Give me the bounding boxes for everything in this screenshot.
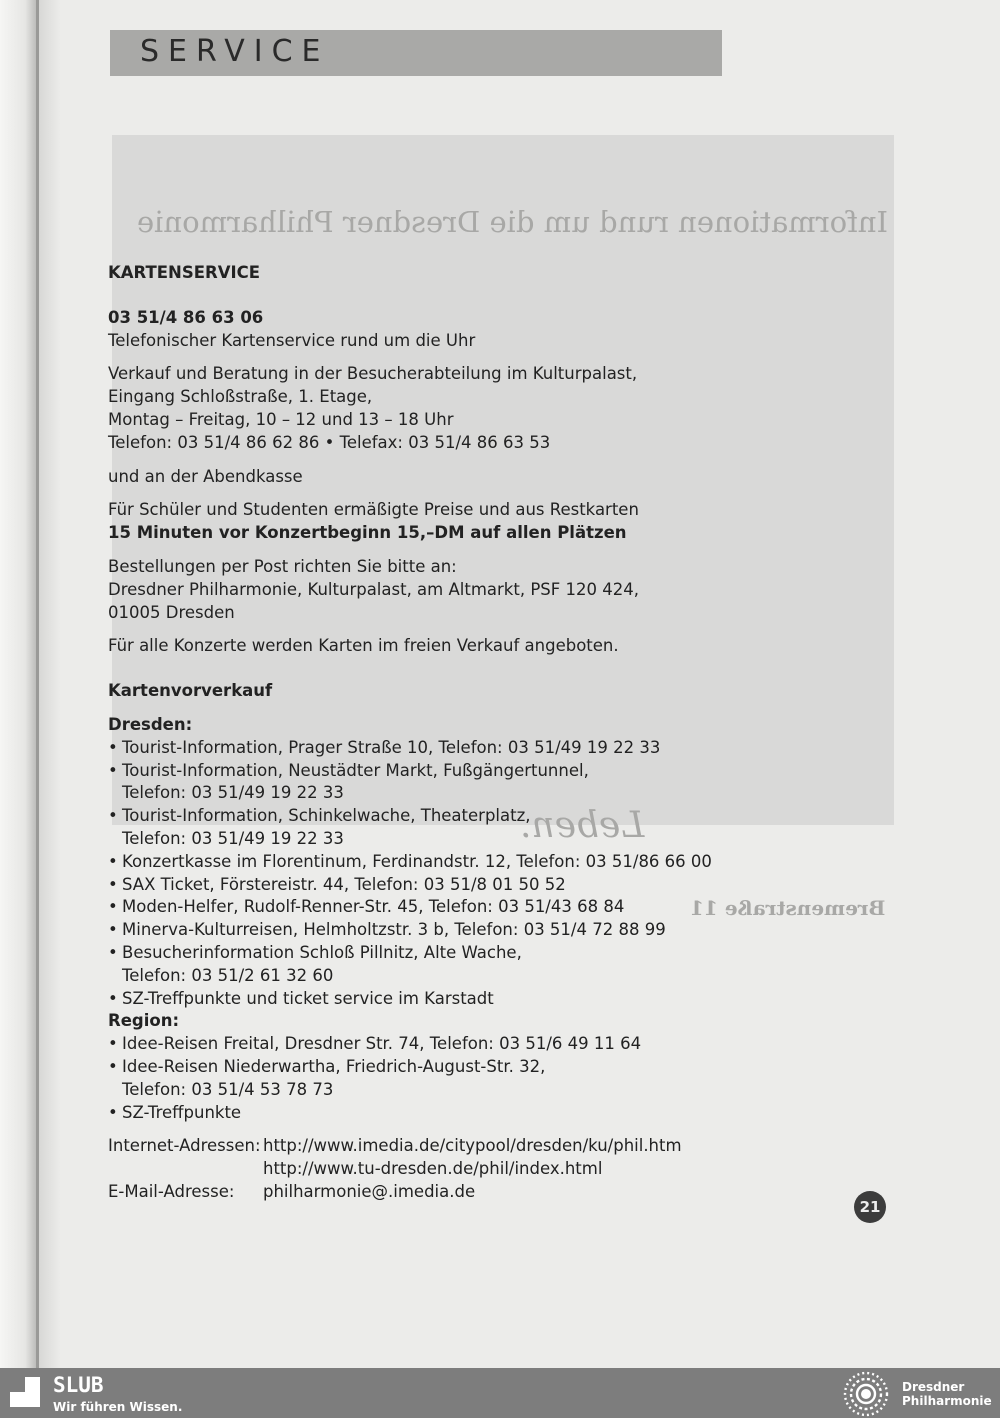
list-item: • SZ-Treffpunkte und ticket service im Karstadt [108,988,888,1011]
post-line: Dresdner Philharmonie, Kulturpalast, am Altmarkt, PSF 120 424, [108,579,639,599]
list-item: • Tourist-Information, Schinkelwache, Theaterplatz, Telefon: 03 51/49 19 22 33 [108,805,562,851]
list-item: • Tourist-Information, Prager Straße 10, Telefon: 03 51/49 19 22 33 [108,737,888,760]
list-item: • Idee-Reisen Niederwartha, Friedrich-August-Str. 32, Telefon: 03 51/4 53 78 73 [108,1056,592,1102]
free-sale-note: Für alle Konzerte werden Karten im freien Verkauf angeboten. [108,636,619,656]
internet-link-2[interactable]: http://www.tu-dresden.de/phil/index.html [263,1159,603,1179]
show-through-script: Leben. [520,805,645,846]
list-item: • SZ-Treffpunkte [108,1102,888,1125]
dresden-label: Dresden: [108,714,193,734]
list-item: • Besucherinformation Schloß Pillnitz, Alte Wache, Telefon: 03 51/2 61 32 60 [108,942,572,988]
sales-line: Telefon: 03 51/4 86 62 86 • Telefax: 03 51/4 86 63 53 [108,432,551,452]
kartenservice-phone-desc: Telefonischer Kartenservice rund um die Uhr [108,330,476,350]
list-item: • Minerva-Kulturreisen, Helmholtzstr. 3 b, Telefon: 03 51/4 72 88 99 [108,919,888,942]
philharmonie-logo-icon [842,1371,890,1417]
email-label: E-Mail-Adresse: [108,1181,235,1201]
list-item: • Konzertkasse im Florentinum, Ferdinandstr. 12, Telefon: 03 51/86 66 00 [108,851,888,874]
student-discount-bold: 15 Minuten vor Konzertbeginn 15,–DM auf allen Plätzen [108,523,627,543]
show-through-heading: Informationen rund um die Dresdner Philharmonie [137,205,888,239]
list-item: • Idee-Reisen Freital, Dresdner Str. 74, Telefon: 03 51/6 49 11 64 [108,1033,888,1056]
slub-logo-icon [10,1377,40,1407]
internet-label: Internet-Adressen: [108,1136,261,1156]
section-title: SERVICE [140,34,330,69]
sales-line: Eingang Schloßstraße, 1. Etage, [108,387,373,407]
main-content [108,262,888,1204]
slub-tagline: Wir führen Wissen. [53,1400,183,1414]
dresden-list [108,737,888,1011]
post-line: Bestellungen per Post richten Sie bitte an: [108,556,457,576]
contact-block [108,1135,888,1203]
sales-line: Montag – Freitag, 10 – 12 und 13 – 18 Uhr [108,409,454,429]
wordmark-line-2: Philharmonie [902,1394,992,1408]
page-fold-left [0,0,36,1368]
page-gutter [39,0,61,1368]
student-discount: Für Schüler und Studenten ermäßigte Preise und aus Restkarten [108,500,639,520]
kartenservice-heading: KARTENSERVICE [108,263,261,282]
email-link[interactable]: philharmonie@.imedia.de [263,1181,476,1201]
show-through-address: Bremenstraße 11 [690,896,886,920]
region-list [108,1033,888,1124]
sales-line: Verkauf und Beratung in der Besucherabteilung im Kulturpalast, [108,364,638,384]
list-item: • Moden-Helfer, Rudolf-Renner-Str. 45, Telefon: 03 51/43 68 84 [108,896,888,919]
list-item: • SAX Ticket, Förstereistr. 44, Telefon: 03 51/8 01 50 52 [108,874,888,897]
kartenservice-phone: 03 51/4 86 63 06 [108,307,264,327]
slub-name: SLUB [53,1373,104,1397]
internet-link-1[interactable]: http://www.imedia.de/citypool/dresden/ku/phil.htm [263,1136,682,1156]
evening-box-office: und an der Abendkasse [108,466,303,486]
vorverkauf-heading: Kartenvorverkauf [108,681,273,701]
region-label: Region: [108,1011,180,1031]
list-item: • Tourist-Information, Neustädter Markt, Fußgängertunnel, Telefon: 03 51/49 19 22 33 [108,760,622,806]
philharmonie-wordmark [902,1380,992,1408]
page-number-badge: 21 [854,1191,886,1223]
post-line: 01005 Dresden [108,602,235,622]
wordmark-line-1: Dresdner [902,1380,965,1394]
